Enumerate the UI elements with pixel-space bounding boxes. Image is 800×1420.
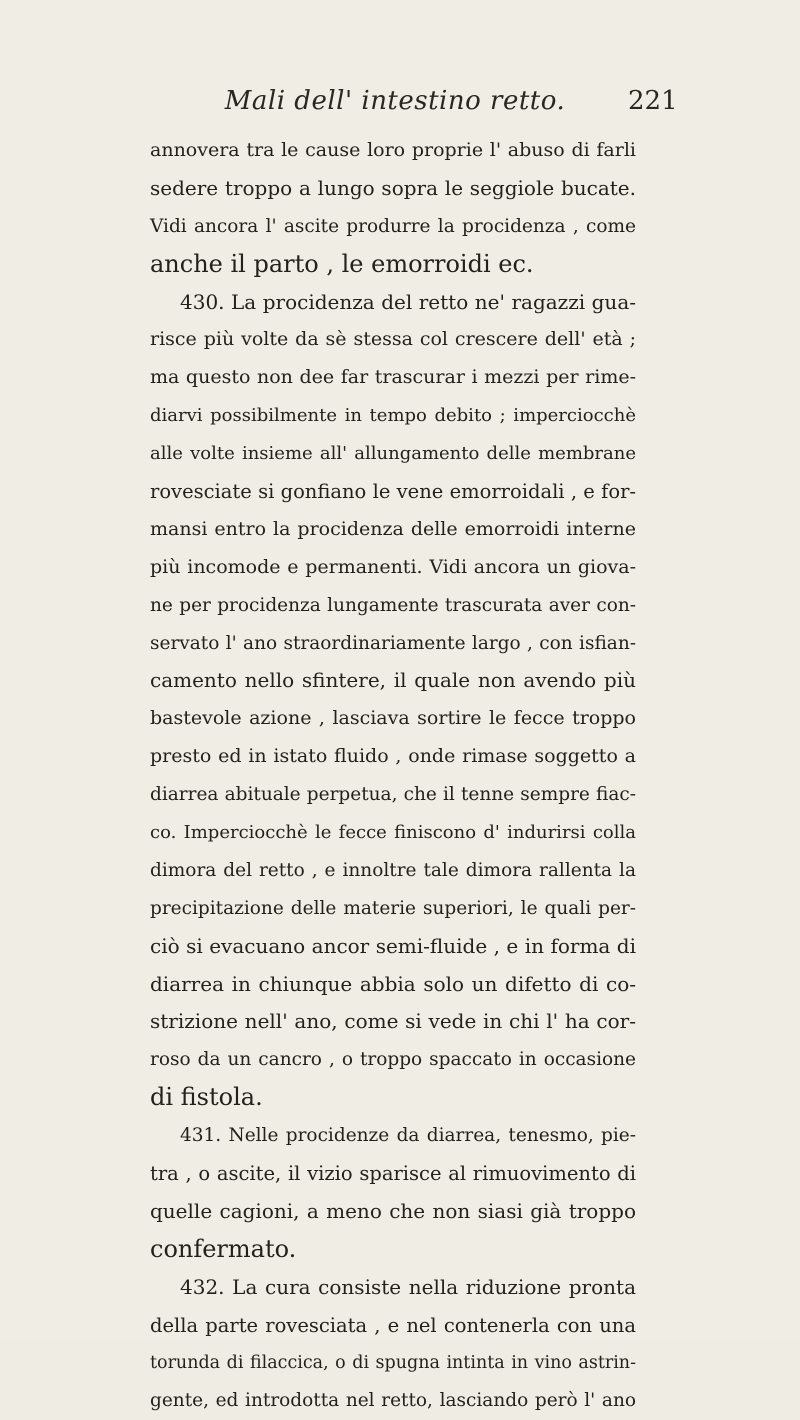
text-line: co. Imperciocchè le fecce finiscono d' indurirsi colla [150, 822, 636, 844]
text-line: diarrea abituale perpetua, che il tenne sempre fiac- [150, 784, 636, 806]
text-line: tra , o ascite, il vizio sparisce al rimuovimento di [150, 1162, 636, 1186]
text-line: quelle cagioni, a meno che non siasi già troppo [150, 1198, 636, 1223]
text-line: ma questo non dee far trascurar i mezzi per rime- [150, 366, 636, 389]
text-line: bastevole azione , lasciava sortire le fecce troppo [150, 707, 636, 730]
text-line: Vidi ancora l' ascite produrre la procidenza , come [150, 215, 636, 237]
text-line: più incomode e permanenti. Vidi ancora un giova- [150, 555, 636, 578]
text-line: confermato. [150, 1234, 297, 1263]
text-line: ne per procidenza lungamente trascurata aver con- [150, 594, 636, 616]
text-line: alle volte insieme all' allungamento delle membrane [150, 443, 636, 465]
page-number: 221 [628, 86, 678, 116]
paragraph-432-start: 432. La cura consiste nella riduzione pronta [180, 1274, 636, 1299]
text-line: della parte rovesciata , e nel contenerla con una [150, 1313, 636, 1337]
text-line: mansi entro la procidenza delle emorroidi interne [150, 517, 636, 540]
text-line: torunda di filaccica, o di spugna intinta in vino astrin- [150, 1352, 636, 1373]
text-line: ciò si evacuano ancor semi-fluide , e in forma di [150, 933, 636, 958]
text-line: camento nello sfintere, il quale non avendo più [150, 668, 636, 693]
text-line: annovera tra le cause loro proprie l' abuso di farli [150, 139, 636, 161]
text-line: risce più volte da sè stessa col crescere dell' età ; [150, 328, 636, 351]
text-line: diarvi possibilmente in tempo debito ; imperciocchè [150, 405, 636, 427]
text-line: gente, ed introdotta nel retto, lasciando però l' ano [150, 1390, 636, 1412]
text-line: sedere troppo a lungo sopra le seggiole bucate. [150, 175, 636, 200]
paragraph-431-start: 431. Nelle procidenze da diarrea, tenesmo, pie- [180, 1125, 636, 1147]
paragraph-430-start: 430. La procidenza del retto ne' ragazzi gua- [180, 289, 636, 314]
text-line: presto ed in istato fluido , onde rimase soggetto a [150, 745, 636, 768]
text-line: di fistola. [150, 1083, 263, 1112]
text-line: rovesciate si gonfiano le vene emorroidali , e for- [150, 480, 636, 504]
text-line: diarrea in chiunque abbia solo un difetto di co- [150, 971, 636, 996]
text-line: servato l' ano straordinariamente largo , con isfian- [150, 632, 636, 654]
running-title: Mali dell' intestino retto. [224, 86, 566, 116]
text-line: dimora del retto , e innoltre tale dimora rallenta la [150, 859, 636, 881]
text-line: strizione nell' ano, come si vede in chi l' ha cor- [150, 1009, 636, 1034]
text-line: roso da un cancro , o troppo spaccato in occasione [150, 1049, 636, 1071]
text-line: anche il parto , le emorroidi ec. [150, 249, 534, 278]
text-line: precipitazione delle materie superiori, le quali per- [150, 897, 636, 919]
body-text [150, 132, 636, 1420]
